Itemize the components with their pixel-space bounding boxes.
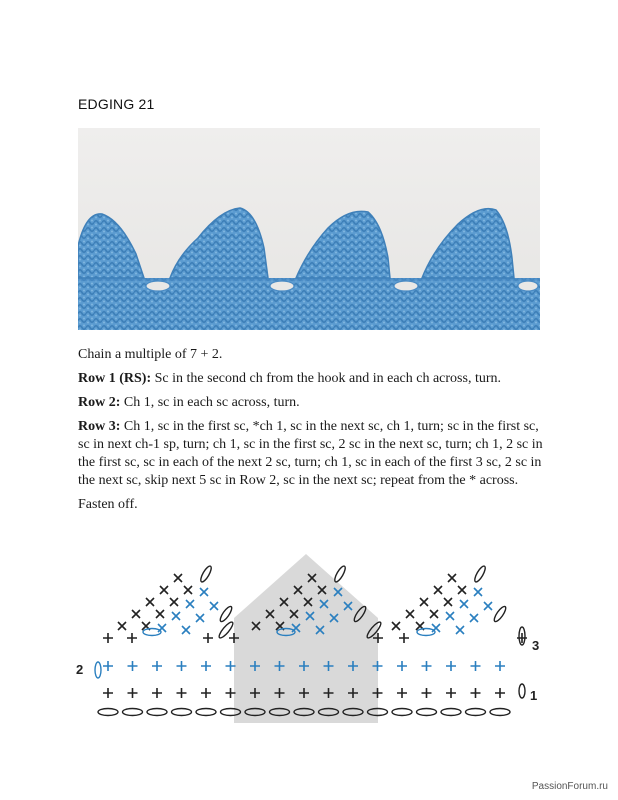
row2-stitch	[471, 661, 481, 671]
row3-triangle-stitch	[434, 586, 442, 594]
row3-triangle-stitch	[460, 600, 468, 608]
row3-triangle-stitch	[200, 588, 208, 596]
row3-triangle-stitch	[172, 612, 180, 620]
chain-1	[199, 565, 213, 584]
row3-triangle-stitch	[456, 626, 464, 634]
foundation-chain	[196, 709, 216, 716]
intro-text: Chain a multiple of 7 + 2.	[78, 347, 223, 362]
chain-1	[217, 620, 234, 639]
row3-stitch	[103, 633, 113, 643]
row3-triangle-stitch	[174, 574, 182, 582]
row3-triangle-stitch	[160, 586, 168, 594]
edging-photo	[78, 128, 540, 330]
row-1-instruction	[78, 370, 548, 388]
row3-triangle-stitch	[182, 626, 190, 634]
row2-stitch	[128, 661, 138, 671]
watermark: PassionForum.ru	[531, 781, 608, 792]
row3-stitch	[399, 633, 409, 643]
foundation-chain	[98, 709, 118, 716]
row3-triangle-stitch	[170, 598, 178, 606]
row3-triangle-stitch	[484, 602, 492, 610]
row-2-instruction	[78, 394, 548, 412]
row3-triangle-stitch	[210, 602, 218, 610]
row-3-label: Row 3:	[78, 419, 121, 434]
page-title: EDGING 21	[78, 96, 155, 112]
turning-chain	[519, 684, 525, 698]
row1-stitch	[128, 688, 138, 698]
row-2-label: Row 2:	[78, 395, 121, 410]
row2-stitch	[422, 661, 432, 671]
foundation-chain	[172, 709, 192, 716]
chain-1	[333, 565, 347, 584]
crochet-symbol-chart	[78, 548, 548, 723]
foundation-chain	[392, 709, 412, 716]
row1-stitch	[422, 688, 432, 698]
row-label-3: 3	[532, 638, 540, 653]
foundation-chain	[441, 709, 461, 716]
row3-triangle-stitch	[432, 624, 440, 632]
foundation-chain	[147, 709, 167, 716]
row3-triangle-stitch	[448, 574, 456, 582]
row1-stitch	[495, 688, 505, 698]
row2-stitch	[177, 661, 187, 671]
row1-stitch	[397, 688, 407, 698]
row3-triangle-stitch	[430, 610, 438, 618]
row3-triangle-stitch	[196, 614, 204, 622]
row3-triangle-stitch	[444, 598, 452, 606]
row3-triangle-stitch	[186, 600, 194, 608]
row3-stitch	[203, 633, 213, 643]
row2-stitch	[446, 661, 456, 671]
chain-1	[492, 605, 507, 623]
row3-triangle-stitch	[132, 610, 140, 618]
foundation-chain	[417, 709, 437, 716]
row2-stitch	[103, 661, 113, 671]
row1-stitch	[201, 688, 211, 698]
row3-triangle-stitch	[470, 614, 478, 622]
row1-stitch	[471, 688, 481, 698]
row1-stitch	[152, 688, 162, 698]
row-1-label: Row 1 (RS):	[78, 371, 152, 386]
row3-triangle-stitch	[158, 624, 166, 632]
row3-triangle-stitch	[458, 586, 466, 594]
row3-triangle-stitch	[156, 610, 164, 618]
chain-1	[218, 605, 233, 623]
outro-text: Fasten off.	[78, 497, 138, 512]
foundation-chain	[490, 709, 510, 716]
row3-triangle-stitch	[392, 622, 400, 630]
row-label-1: 1	[530, 688, 538, 703]
pattern-instructions	[78, 346, 548, 520]
row2-stitch	[152, 661, 162, 671]
row-label-2: 2	[76, 662, 84, 677]
foundation-chain	[123, 709, 143, 716]
row2-stitch	[201, 661, 211, 671]
chain-1	[473, 565, 487, 584]
row3-triangle-stitch	[420, 598, 428, 606]
row3-triangle-stitch	[406, 610, 414, 618]
row-3-instruction	[78, 418, 548, 490]
row1-stitch	[177, 688, 187, 698]
row3-triangle-stitch	[184, 586, 192, 594]
foundation-chain	[466, 709, 486, 716]
row3-stitch	[127, 633, 137, 643]
row-3-text: Ch 1, sc in the first sc, *ch 1, sc in the next sc, ch 1, turn; sc in the first sc, sc in next ch-1 sp, turn; ch 1, sc in the first sc, 2 sc in the next sc, turn; ch 1, 2 sc in the first sc, sc in each of the next 2 sc, turn; ch 1, sc in each of the first 3 sc, 2 sc in the next sc, skip next 5 sc in Row 2, sc in the next sc; repeat from the * across.	[78, 419, 543, 488]
crochet-chart	[78, 548, 548, 723]
row3-triangle-stitch	[146, 598, 154, 606]
row1-stitch	[103, 688, 113, 698]
row1-stitch	[446, 688, 456, 698]
row-1-text: Sc in the second ch from the hook and in each ch across, turn.	[151, 371, 502, 386]
row3-triangle-stitch	[446, 612, 454, 620]
row3-triangle-stitch	[118, 622, 126, 630]
turning-chain	[95, 662, 101, 678]
row2-stitch	[397, 661, 407, 671]
row2-stitch	[495, 661, 505, 671]
row-2-text: Ch 1, sc in each sc across, turn.	[120, 395, 300, 410]
crochet-edging-illustration	[78, 128, 540, 330]
row3-triangle-stitch	[474, 588, 482, 596]
